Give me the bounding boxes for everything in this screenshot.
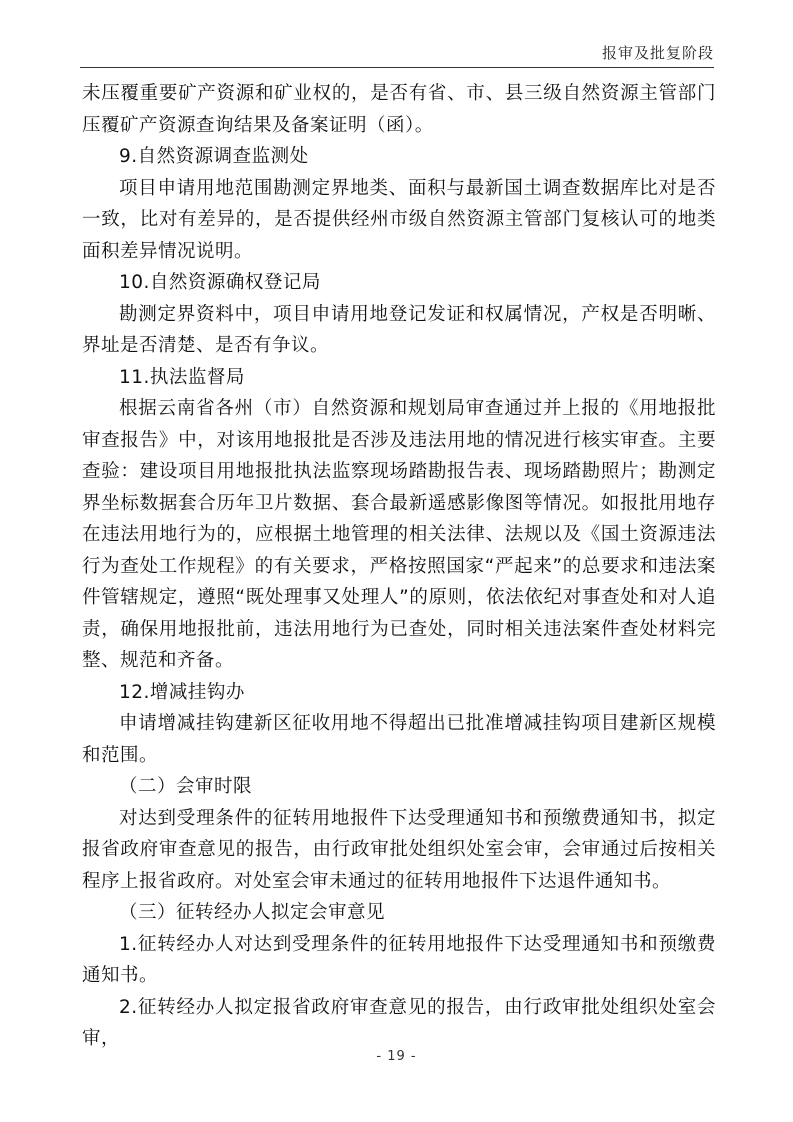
subsection-heading-review-time-limit: （二）会审时限: [119, 776, 253, 797]
paragraph: 申请增减挂钩建新区征收用地不得超出已批准增减挂钩项目建新区规模和范围。: [82, 713, 716, 766]
running-header-title: 报审及批复阶段: [601, 44, 714, 62]
subsection-heading-review-opinion: （三）征转经办人拟定会审意见: [119, 902, 386, 923]
paragraph: 2.征转经办人拟定报省政府审查意见的报告，由行政审批处组织处室会审，: [82, 996, 716, 1049]
paragraph: 勘测定界资料中，项目申请用地登记发证和权属情况，产权是否明晰、界址是否清楚、是否有争议。: [82, 303, 716, 356]
paragraph: 根据云南省各州（市）自然资源和规划局审查通过并上报的《用地报批审查报告》中，对该用地报批是否涉及违法用地的情况进行核实审查。主要查验：建设项目用地报批执法监察现场踏勘报告表、现场踏勘照片；勘测定界坐标数据套合历年卫片数据、套合最新遥感影像图等情况。如报批用地存在违法用地行为的，应根据土地管理的相关法律、法规以及《国土资源违法行为查处工作规程》的有关要求，严格按照国家“严起来”的总要求和违法案件管辖规定，遵照“既处理事又处理人”的原则，依法依纪对事查处和对人追责，确保用地报批前，违法用地行为已查处，同时相关违法案件查处材料完整、规范和齐备。: [82, 398, 716, 671]
section-heading-10: 10.自然资源确权登记局: [119, 272, 321, 293]
section-heading-12: 12.增减挂钩办: [119, 681, 245, 703]
paragraph: 未压覆重要矿产资源和矿业权的，是否有省、市、县三级自然资源主管部门压覆矿产资源查询结果及备案证明（函）。: [82, 83, 716, 136]
document-body: [82, 78, 716, 1055]
page-number: - 19 -: [376, 1049, 417, 1064]
section-heading-9: 9.自然资源调查监测处: [119, 146, 309, 167]
section-heading-11: 11.执法监督局: [119, 366, 245, 388]
paragraph: 项目申请用地范围勘测定界地类、面积与最新国土调查数据库比对是否一致，比对有差异的，是否提供经州市级自然资源主管部门复核认可的地类面积差异情况说明。: [82, 177, 716, 262]
paragraph: 对达到受理条件的征转用地报件下达受理通知书和预缴费通知书，拟定报省政府审查意见的报告，由行政审批处组织处室会审，会审通过后按相关程序上报省政府。对处室会审未通过的征转用地报件下达退件通知书。: [82, 807, 716, 892]
paragraph: 1.征转经办人对达到受理条件的征转用地报件下达受理通知书和预缴费通知书。: [82, 933, 716, 986]
header-divider: [80, 67, 714, 68]
